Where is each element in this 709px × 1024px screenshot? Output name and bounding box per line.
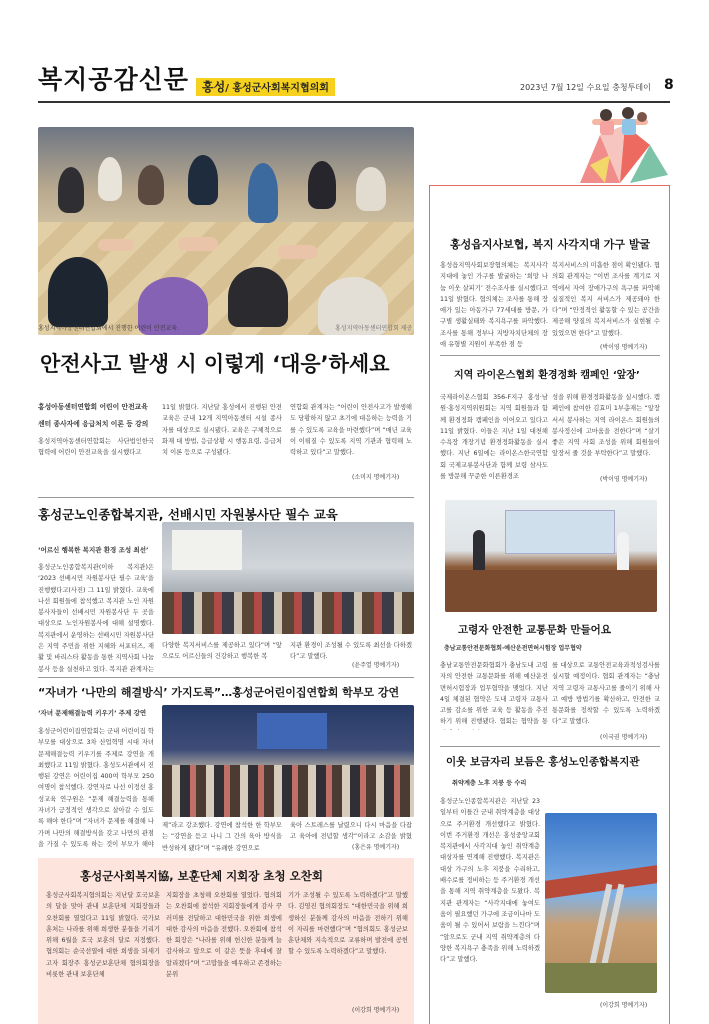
photo-screen: [257, 713, 327, 749]
masthead-region: 홍성: [202, 80, 226, 94]
senior-story-col1: 홍성군노인종합복지관(이하 복지관)은 ‘2023 선배시민 자원봉사단 필수 교육’을 진행했다고(사진) 그 11일 밝혔다. 교육에 나선 회원들에 참석했고 복지관 노인 자원봉사자들이 선배시민 자원봉사단 두 곳을 대상으로 노인자원봉사에 대해 설명했다. 복지관에서 운영하는 선배시민 자원봉사단은 지역 주민을 위한 지혜와 서포터즈, 재활 및 바리스타 활동을 통한 지역사회 나눔 봉사 등을 실천하고 있다. 복지관 관계자는: [38, 564, 154, 672]
council-story-headline: 홍성군사회복지協, 보훈단체 지회장 초청 오찬회: [80, 869, 323, 883]
sidebar-story2-col1: 국제라이온스협회 356-F지구 홍성·남원·홍성지역위원회는 지역 회원들과 함께 환경정화 캠페인을 이어오고 있다고 11일 밝혔다. 이들은 지난 1일 대천해수욕장 개장기념 환경정화활동을 실시했다. 지난 6일에는 라이온스한국연합회 국제교류봉사단과 함께 보령 삼사도를 방문해 꾸준한 이른환경조: [440, 394, 548, 481]
masthead-publisher: / 홍성군사회복지협의회: [225, 83, 329, 94]
photo-person: [58, 167, 84, 213]
photo-person: [138, 165, 164, 205]
traffic-agreement-photo: [445, 500, 657, 612]
volunteer-training-photo: [162, 522, 414, 634]
top-story-col3: 연합회 관계자는 “어린이 안전사고가 발생해도 당황하지 않고 초기에 대응하는 능력을 기를 수 있도록 교육을 마련했다”며 “매년 교육이 이뤄질 수 있도록 지역 기관과 협력해 노력하고 있다”고 말했다.: [290, 404, 412, 457]
parent-story-subhead: ‘자녀 문제해결능력 키우기’ 주제 강연: [38, 709, 147, 717]
issue-date: 2023년 7월 12일 수요일: [520, 83, 610, 92]
divider: [440, 355, 660, 356]
masthead-title: 복지공감신문: [38, 65, 189, 94]
masthead-rule: [38, 101, 670, 103]
council-story-col1: 홍성군사회복지협의회는 지난달 호국보훈의 달을 맞아 관내 보훈단체 지회장들과 오찬회를 열었다고 11일 밝혔다. 국가보훈처는 나라를 위해 희생한 분들을 기리기 위해 6월을 호국 보훈의 달로 지정했다. 협의회는 순국선열에 대한 희생을 되새기고자 회장주 홍성군보훈단체 협의회장을 비롯한 관내 보훈단체: [46, 892, 160, 979]
divider: [38, 677, 414, 678]
photo-table: [445, 570, 657, 612]
sidebar-story3-col1: 충남교통안전문화협회가 충남도내 고령자의 안전한 교통문화를 위해 예산운전면허시험장과 업무협약을 맺었다. 지난 4일 체결된 협약은 도내 고령자 교통사고를 감소를 위한 교육 등 활동을 추진하기 위해 진행됐다. 협회는 협약을 통: [440, 662, 548, 726]
senior-story-col3: 지관 환경이 조성될 수 있도록 최선을 다하겠다”고 말했다.: [290, 642, 412, 661]
roof-repair-photo: [545, 813, 657, 993]
photo-person: [248, 163, 278, 223]
photo-person: [98, 157, 122, 201]
cpr-training-photo: [38, 127, 414, 335]
photo-audience: [162, 592, 414, 634]
senior-story-col2: 다양한 복지서비스를 제공하고 있다”며 “앞으로도 어르신들의 건강하고 행복한 복: [162, 642, 282, 661]
parent-story-byline: (홍은유 명예기자): [352, 844, 400, 851]
sidebar-story4-byline: (이강희 명예기자): [600, 1002, 648, 1009]
sidebar-story2-byline: (박이영 명예기자): [600, 476, 648, 483]
sidebar-story1-headline: 홍성읍지사보협, 복지 사각지대 가구 발굴: [450, 238, 651, 251]
family-illustration-icon: [570, 105, 670, 185]
council-story-byline: (이강희 명예기자): [352, 1007, 400, 1014]
sidebar-story3-byline: (이국권 명예기자): [600, 734, 648, 741]
photo-person: [473, 530, 485, 570]
cpr-mannequin: [278, 245, 318, 259]
top-story-lead-2: 센터 종사자에 응급처치 이론 등 강의: [38, 420, 149, 428]
council-story-col3: 기가 조성될 수 있도록 노력하겠다”고 말했다. 김영진 협의회장도 “대한민국을 위해 희생하신 분들께 감사의 마음을 전하기 위해 이 자리를 마련했다”며 “협의회도 홍성군보훈단체와 지속적으로 교류하며 발전에 공헌할 수 있도록 노력하겠다”고 말했다.: [288, 892, 408, 956]
sidebar-story1-col2: 복지서비스의 미흡한 점이 확인됐다. 협의회 관계자는 “이번 조사를 계기로 지역에서 자여 장애가구의 욕구를 파악해 실질적인 복지 서비스가 제공돼야 한다”며 “안정적인 활동할 수 있는 공간을 제공해 양질의 복지서비스가 실현될 수 있었으면 한다”고 말했다.: [552, 262, 660, 337]
divider: [38, 497, 414, 498]
photo-person: [308, 161, 336, 209]
sidebar-story4-headline: 이웃 보금자리 보듬은 홍성노인종합복지관: [446, 756, 640, 768]
senior-story-subhead: ‘어르신 행복한 복지관 환경 조성 최선’: [38, 546, 149, 554]
photo-person: [356, 167, 386, 211]
sidebar-story1-col1: 홍성읍지역사회보장협의체는 복지사각지대에 놓인 가구를 발굴하는 ‘희망 나눔 이웃 살피기’ 전수조사를 실시했다고 11일 밝혔다. 협의체는 조사를 통해 장애가 있는 아동가구 77세대를 방문, 가구별 생활실태와 복지욕구를 파악했다. 조사를 통해 정부나 지방자치단체의 장애 유형별 지원이 부족한 점 등: [440, 262, 548, 349]
photo-screen: [172, 530, 242, 570]
photo-person: [188, 155, 218, 205]
sidebar-story1-byline: (박이영 명예기자): [600, 344, 648, 351]
parent-story-headline: “자녀가 ‘나만의 해결방식’ 가지도록”…홍성군어린이집연합회 학부모 강연: [38, 686, 400, 699]
paper-name: 충청투데이: [612, 83, 651, 92]
photo-ground: [545, 963, 657, 993]
photo-credit: 홍성지역아동센터연합회 제공: [335, 325, 413, 332]
top-story-col1: 홍성지역아동센터연합회는 사단법인한국 협력에 어린이 안전교육을 실시했다고: [38, 438, 154, 457]
sidebar-story2-headline: 지역 라이온스협회 환경정화 캠페인 ‘앞장’: [454, 370, 640, 381]
top-story-byline: (소미지 명예기자): [352, 474, 400, 481]
photo-banner: [505, 510, 615, 554]
sidebar-story4-col1: 홍성군노인종합복지관은 지난달 23일부터 이틀간 군내 취약계층을 대상으로 주거환경 개선했다고 밝혔다. 이번 주거환경 개선은 홍성중앙교회 복지관에서 사각지대 놓인 취약계층 대상자를 연계해 진행했다. 복지관은 대상 가구의 노후 지붕을 수리하고, 배수로를 정비하는 등 주거환경 개선을 통해 지역 취약계층을 도왔다. 복지관 관계자는 “사각지대에 놓여도움이 필요했던 가구에 조금이나마 도움이 될 수 있어서 보람을 느낀다”며 “앞으로도 군내 지역 취약계층의 다양한 복지욕구 충족을 위해 노력하겠다”고 말했다.: [440, 798, 540, 964]
cpr-mannequin: [98, 239, 134, 251]
photo-caption: 홍성지역아동센터연합회에서 진행한 어린이 안전교육.: [38, 325, 179, 332]
cpr-mannequin: [178, 237, 218, 251]
masthead-tag: [196, 78, 335, 96]
top-story-headline: 안전사고 발생 시 이렇게 ‘대응’하세요: [40, 352, 390, 376]
sidebar-story2-col2: 성을 위해 환경정화활동을 실시했다. 캠페인에 참여한 김효미 1부총재는 “앞장서서 봉사하는 지역 라이온스 회원들의 봉사정신에 고마움을 전한다”며 “살기 좋은 지역 사회 조성을 위해 회원들이 앞장서 줄 것을 부탁한다”고 말했다.: [552, 394, 660, 458]
sidebar-story3-subhead: 충남교통안전문화협회·예산운전면허시험장 업무협약: [444, 645, 582, 652]
photo-person: [617, 532, 629, 570]
sidebar-story3-col2: 를 대상으로 교통안전교육과적성검사를 실시할 예정이다. 협회 관계자는 “충남지역 고령자 교통사고를 줄이기 위해 사고 예방 방법기를 확산하고, 안전한 교통문화를 정착할 수 있도록 노력하겠다”고 말했다.: [552, 662, 660, 726]
divider: [440, 746, 660, 747]
sidebar-story4-subhead: 취약계층 노후 지붕 등 수리: [452, 780, 527, 787]
parent-story-col2: 제”라고 강조했다. 강연에 참석한 한 학부모는 “강연을 듣고 나니 그 간의 육아 방식을 반성하게 됐다”며 “유쾌한 강연으로: [162, 822, 282, 852]
photo-audience: [162, 765, 414, 817]
sidebar-story3-headline: 고령자 안전한 교통문화 만들어요: [458, 624, 611, 636]
senior-story-headline: 홍성군노인종합복지관, 선배시민 자원봉사단 필수 교육: [38, 507, 338, 522]
senior-story-byline: (윤주열 명예기자): [352, 662, 400, 669]
photo-person: [48, 257, 108, 327]
masthead-date: [520, 82, 651, 93]
council-story-col2: 지회장을 초청해 오찬회를 열었다. 협의회는 오찬회에 참석한 지회장들에게 감사 꾸러미를 전달하고 대한민국을 위한 희생에 대한 감사의 마음을 전했다. 오찬회에 참석한 회장은 “나라를 위해 헌신한 분들께 늘 감사하고 앞으로 이 같은 뜻을 후대에 잘 알리겠다”며 “고맙들을 예우하고 존경하는 분위: [166, 892, 282, 979]
photo-roof: [545, 865, 657, 899]
page-number: 8: [664, 77, 674, 93]
top-story-col2: 11일 밝혔다. 지난달 홍성에서 진행된 안전교육은 군내 12개 지역아동센터 시설 종사자를 대상으로 실시됐다. 교육은 구체적으로 화재 대 방법, 응급상황 시 행동요령, 응급처치 이론 등으로 구성됐다.: [162, 404, 282, 457]
parent-story-col3: 육아 스트레스를 날렸으니 다시 마음을 다잡고 육아에 전념할 생각”이라고 소감을 밝혔: [290, 822, 412, 841]
parent-lecture-photo: [162, 705, 414, 817]
top-story-lead-1: 홍성아동센터연합회 어린이 안전교육: [38, 403, 148, 411]
photo-person: [228, 267, 288, 327]
parent-story-col1: 홍성군어린이집연합회는 군내 어린이집 학부모를 대상으로 3차 산업혁명 시대 자녀 문제해결능력 키우기를 주제로 강연을 개최했다고 11일 밝혔다. 홍성도서관에서 진행된 강연은 어린이집 400여 학부모 250여명이 참석했다. 강연자로 나선 이정선 홍성교육 연구원은 “문제 해결능력을 통해 자녀가 긍정적인 생각으로 살아갈 수 있도록 해야 한다”며 “자녀가 문제를 해결해 나가며 나만의 해결방식을 갖고 나만의 관점을 가질 수 있도록 하는 것이 부모가 해야: [38, 728, 154, 848]
